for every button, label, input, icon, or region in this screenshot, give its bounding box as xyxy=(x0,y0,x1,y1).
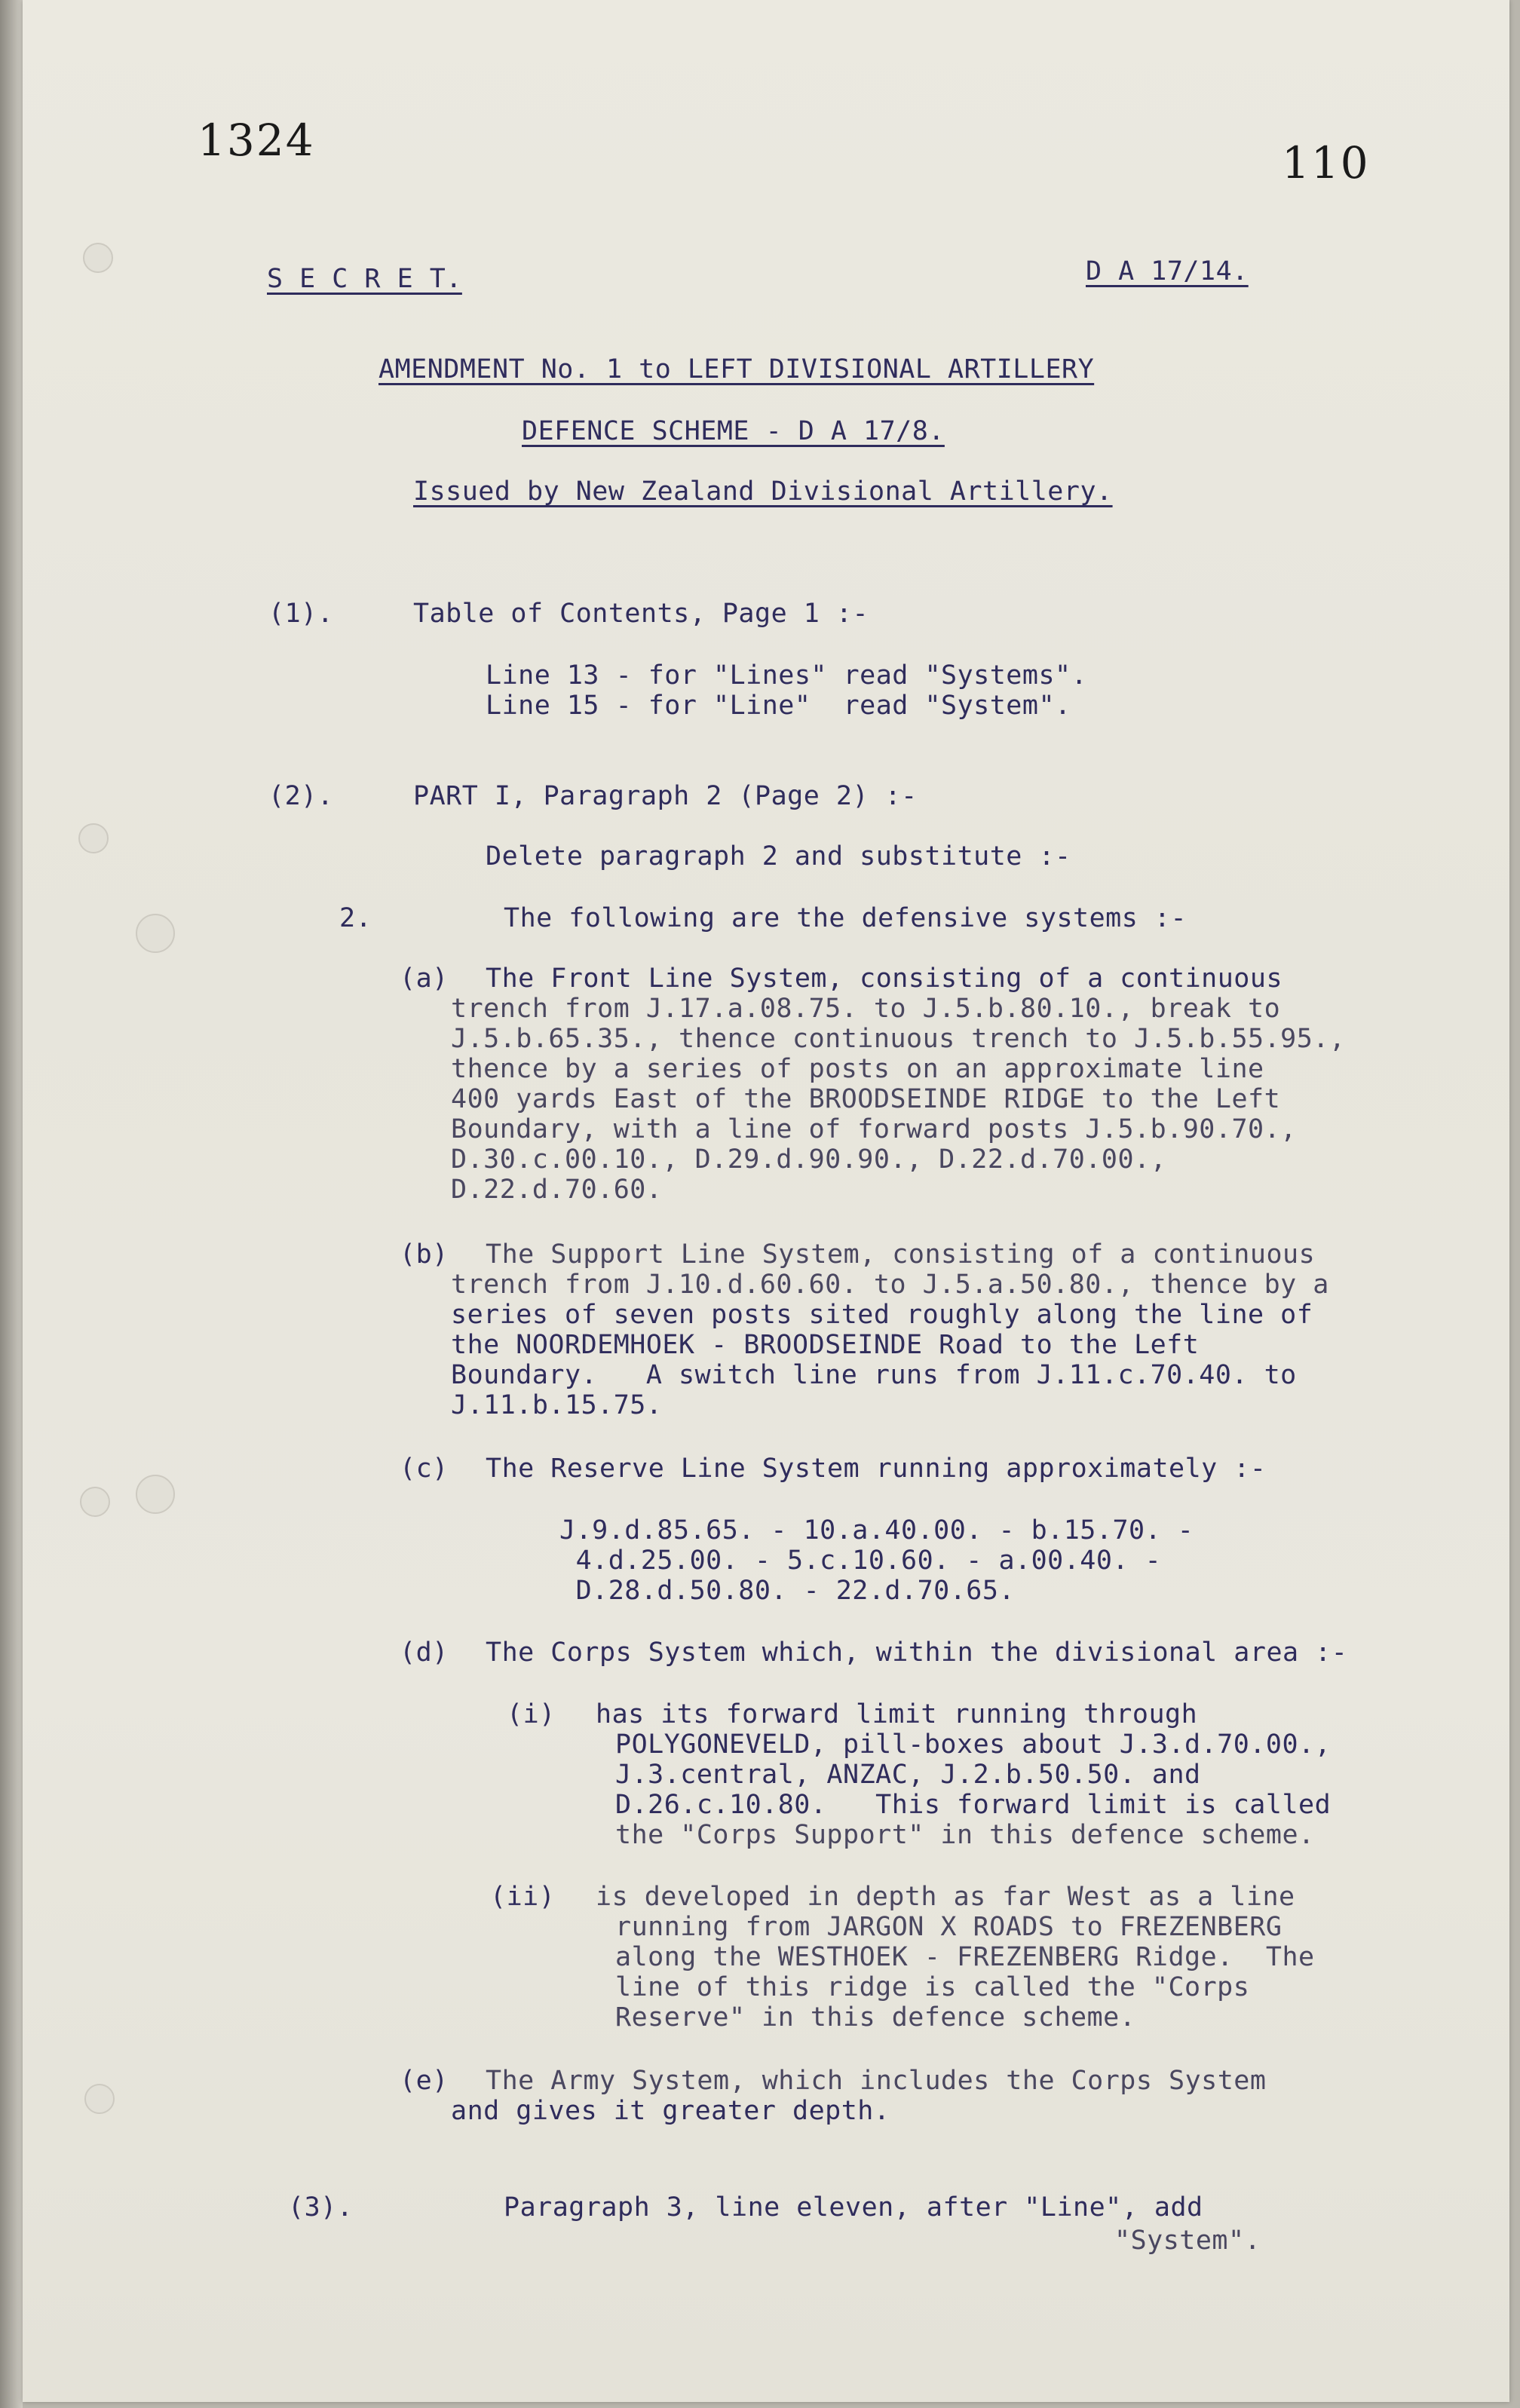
subpara-d-ii-line: running from JARGON X ROADS to FREZENBERG xyxy=(615,1912,1282,1942)
subpara-d-heading: The Corps System which, within the divisional area :- xyxy=(486,1638,1348,1668)
item-1-line-2: Line 15 - for "Line" read "System". xyxy=(486,691,1071,721)
subpara-c-line: 4.d.25.00. - 5.c.10.60. - a.00.40. - xyxy=(559,1546,1162,1576)
item-3-line-2: "System". xyxy=(1114,2226,1261,2256)
item-1-line-1: Line 13 - for "Lines" read "Systems". xyxy=(486,660,1088,691)
subpara-a-label: (a) xyxy=(400,964,449,994)
subpara-b-line: trench from J.10.d.60.60. to J.5.a.50.80., thence by a xyxy=(451,1270,1329,1300)
subpara-d-ii-line: is developed in depth as far West as a line xyxy=(596,1882,1295,1912)
subpara-c-line: J.9.d.85.65. - 10.a.40.00. - b.15.70. - xyxy=(559,1515,1194,1546)
subpara-e-label: (e) xyxy=(400,2066,449,2096)
subpara-e-line: and gives it greater depth. xyxy=(451,2096,890,2126)
classification-label: S E C R E T. xyxy=(267,264,462,294)
subpara-d-ii-line: line of this ridge is called the "Corps xyxy=(615,1972,1250,2002)
subpara-d-i-line: POLYGONEVELD, pill-boxes about J.3.d.70.00., xyxy=(615,1729,1332,1760)
punch-hole xyxy=(136,1475,175,1514)
title-line-3: Issued by New Zealand Divisional Artillery. xyxy=(413,476,1113,507)
subpara-d-i-line: J.3.central, ANZAC, J.2.b.50.50. and xyxy=(615,1760,1201,1790)
subpara-d-ii-label: (ii) xyxy=(490,1882,556,1912)
item-2-number: (2). xyxy=(268,781,334,811)
title-line-2: DEFENCE SCHEME - D A 17/8. xyxy=(522,416,945,446)
subpara-b-line: Boundary. A switch line runs from J.11.c.70.40. to xyxy=(451,1360,1297,1390)
subpara-a-line: D.30.c.00.10., D.29.d.90.90., D.22.d.70.00., xyxy=(451,1144,1167,1175)
punch-hole xyxy=(83,243,113,273)
binding-shadow xyxy=(0,0,23,2408)
subpara-d-ii-line: along the WESTHOEK - FREZENBERG Ridge. The xyxy=(615,1942,1315,1972)
subpara-b-line: The Support Line System, consisting of a continuous xyxy=(486,1239,1316,1270)
subpara-a-line: D.22.d.70.60. xyxy=(451,1175,663,1205)
subpara-a-line: Boundary, with a line of forward posts J.5.b.90.70., xyxy=(451,1114,1297,1144)
item-1-heading: Table of Contents, Page 1 :- xyxy=(413,599,869,629)
item-3-number: (3). xyxy=(288,2192,354,2223)
subpara-b-line: series of seven posts sited roughly along the line of xyxy=(451,1300,1313,1330)
item-1-number: (1). xyxy=(268,599,334,629)
subpara-b-label: (b) xyxy=(400,1239,449,1270)
subpara-b-line: the NOORDEMHOEK - BROODSEINDE Road to the Left xyxy=(451,1330,1200,1360)
subpara-a-line: J.5.b.65.35., thence continuous trench to J.5.b.55.95., xyxy=(451,1024,1346,1054)
punch-hole xyxy=(78,823,109,853)
reference-number: D A 17/14. xyxy=(1086,256,1249,286)
subpara-d-i-line: D.26.c.10.80. This forward limit is called xyxy=(615,1790,1332,1820)
subpara-b-line: J.11.b.15.75. xyxy=(451,1390,663,1420)
subpara-d-ii-line: Reserve" in this defence scheme. xyxy=(615,2002,1136,2033)
subpara-c-heading: The Reserve Line System running approximately :- xyxy=(486,1454,1267,1484)
subpara-c-label: (c) xyxy=(400,1454,449,1484)
subpara-c-line: D.28.d.50.80. - 22.d.70.65. xyxy=(559,1576,1016,1606)
folio-number-right: 110 xyxy=(1282,137,1370,188)
punch-hole xyxy=(80,1487,110,1517)
subpara-d-label: (d) xyxy=(400,1638,449,1668)
paragraph-2-intro: The following are the defensive systems :- xyxy=(504,903,1188,933)
subpara-a-line: The Front Line System, consisting of a continuous xyxy=(486,964,1283,994)
subpara-d-i-line: the "Corps Support" in this defence scheme. xyxy=(615,1820,1315,1850)
subpara-d-i-line: has its forward limit running through xyxy=(596,1699,1198,1729)
subpara-a-line: trench from J.17.a.08.75. to J.5.b.80.10., break to xyxy=(451,994,1281,1024)
item-2-instruction: Delete paragraph 2 and substitute :- xyxy=(486,841,1071,872)
subpara-a-line: thence by a series of posts on an approximate line xyxy=(451,1054,1264,1084)
paragraph-2-number: 2. xyxy=(339,903,372,933)
title-line-1: AMENDMENT No. 1 to LEFT DIVISIONAL ARTILLERY xyxy=(378,354,1095,384)
subpara-a-line: 400 yards East of the BROODSEINDE RIDGE to the Left xyxy=(451,1084,1281,1114)
punch-hole xyxy=(136,914,175,953)
item-2-heading: PART I, Paragraph 2 (Page 2) :- xyxy=(413,781,918,811)
document-page xyxy=(23,0,1509,2402)
punch-hole xyxy=(84,2084,115,2114)
item-3-line-1: Paragraph 3, line eleven, after "Line", add xyxy=(504,2192,1203,2223)
subpara-e-line: The Army System, which includes the Corps System xyxy=(486,2066,1267,2096)
subpara-d-i-label: (i) xyxy=(507,1699,556,1729)
folio-number-left: 1324 xyxy=(198,115,315,166)
